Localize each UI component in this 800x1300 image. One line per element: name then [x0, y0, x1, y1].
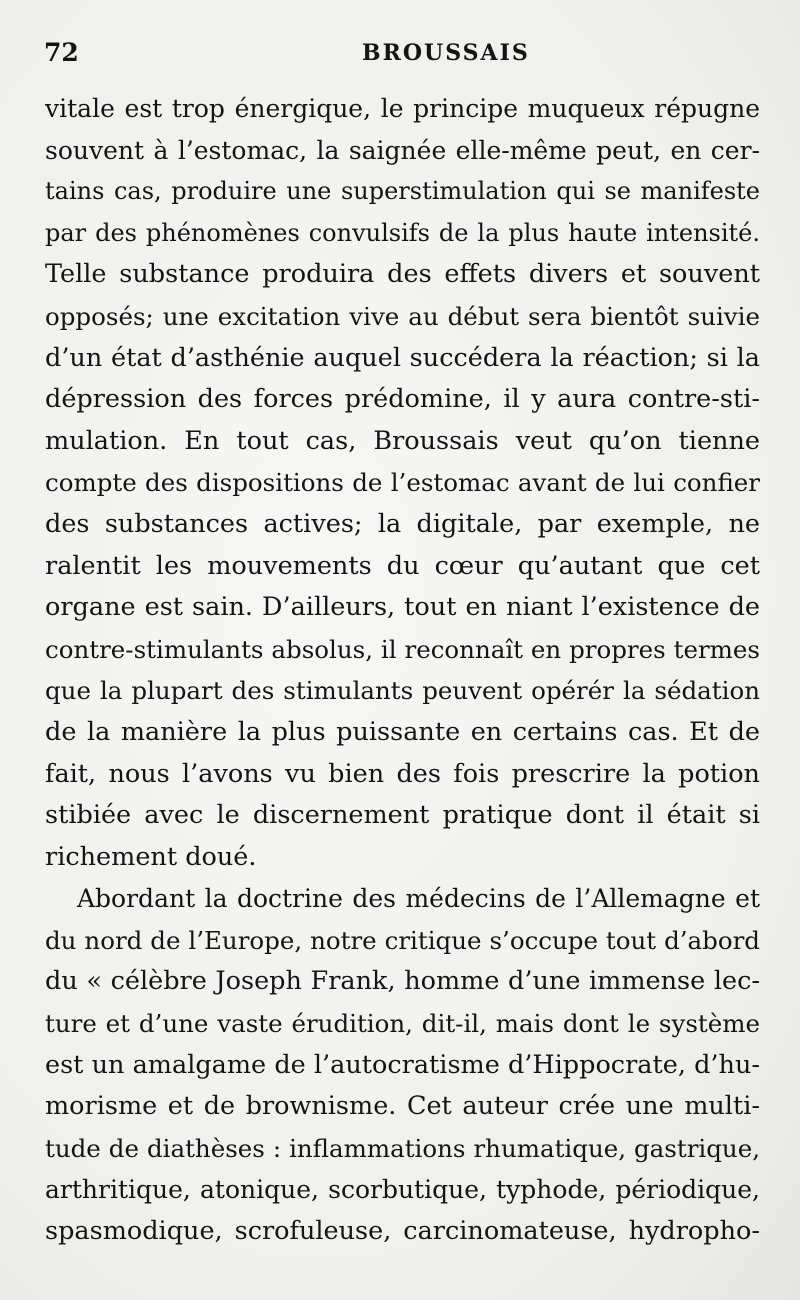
- text-line: du « célèbre Joseph Frank, homme d’une immense lec-: [45, 966, 760, 997]
- text-line: morisme et de brownisme. Cet auteur crée une multi-: [45, 1091, 760, 1122]
- text-line: ture et d’une vaste érudition, dit-il, mais dont le système: [45, 1009, 760, 1039]
- body-text: [45, 88, 760, 1253]
- page-number: 72: [44, 38, 79, 67]
- text-line: fait, nous l’avons vu bien des fois prescrire la potion: [45, 758, 760, 789]
- text-line: de la manière la plus puissante en certains cas. Et de: [45, 716, 760, 747]
- text-line: opposés; une excitation vive au début sera bientôt suivie: [45, 301, 760, 331]
- text-line: spasmodique, scrofuleuse, carcinomateuse, hydropho-: [45, 1216, 760, 1247]
- text-line: compte des dispositions de l’estomac avant de lui confier: [45, 468, 760, 498]
- text-line: est un amalgame de l’autocratisme d’Hippocrate, d’hu-: [45, 1049, 760, 1080]
- text-line: organe est sain. D’ailleurs, tout en niant l’existence de: [45, 592, 760, 623]
- text-line: tude de diathèses : inflammations rhumatique, gastrique,: [45, 1133, 760, 1163]
- text-line: Telle substance produira des effets divers et souvent: [45, 259, 760, 290]
- text-line: que la plupart des stimulants peuvent opérér la sédation: [45, 676, 760, 706]
- text-line: par des phénomènes convulsifs de la plus haute intensité.: [45, 218, 760, 247]
- text-line: tains cas, produire une superstimulation qui se manifeste: [45, 177, 760, 206]
- text-line: contre-stimulants absolus, il reconnaît en propres termes: [45, 634, 760, 664]
- text-line: d’un état d’asthénie auquel succédera la réaction; si la: [45, 342, 760, 373]
- text-line: arthritique, atonique, scorbutique, typhode, périodique,: [45, 1175, 760, 1205]
- text-line: mulation. En tout cas, Broussais veut qu’on tienne: [45, 425, 760, 456]
- running-head: BROUSSAIS: [362, 40, 530, 66]
- text-line: stibiée avec le discernement pratique dont il était si: [45, 800, 760, 831]
- text-line: vitale est trop énergique, le principe muqueux répugne: [45, 94, 760, 123]
- text-line: ralentit les mouvements du cœur qu’autant que cet: [45, 550, 760, 581]
- text-line: souvent à l’estomac, la saignée elle-même peut, en cer-: [45, 135, 760, 165]
- text-line: richement doué.: [45, 841, 257, 872]
- text-line: dépression des forces prédomine, il y aura contre-sti-: [45, 384, 760, 415]
- text-line: du nord de l’Europe, notre critique s’occupe tout d’abord: [45, 925, 760, 955]
- text-line: Abordant la doctrine des médecins de l’Allemagne et: [77, 884, 760, 914]
- page-header: [44, 38, 764, 78]
- text-line: des substances actives; la digitale, par exemple, ne: [45, 508, 760, 539]
